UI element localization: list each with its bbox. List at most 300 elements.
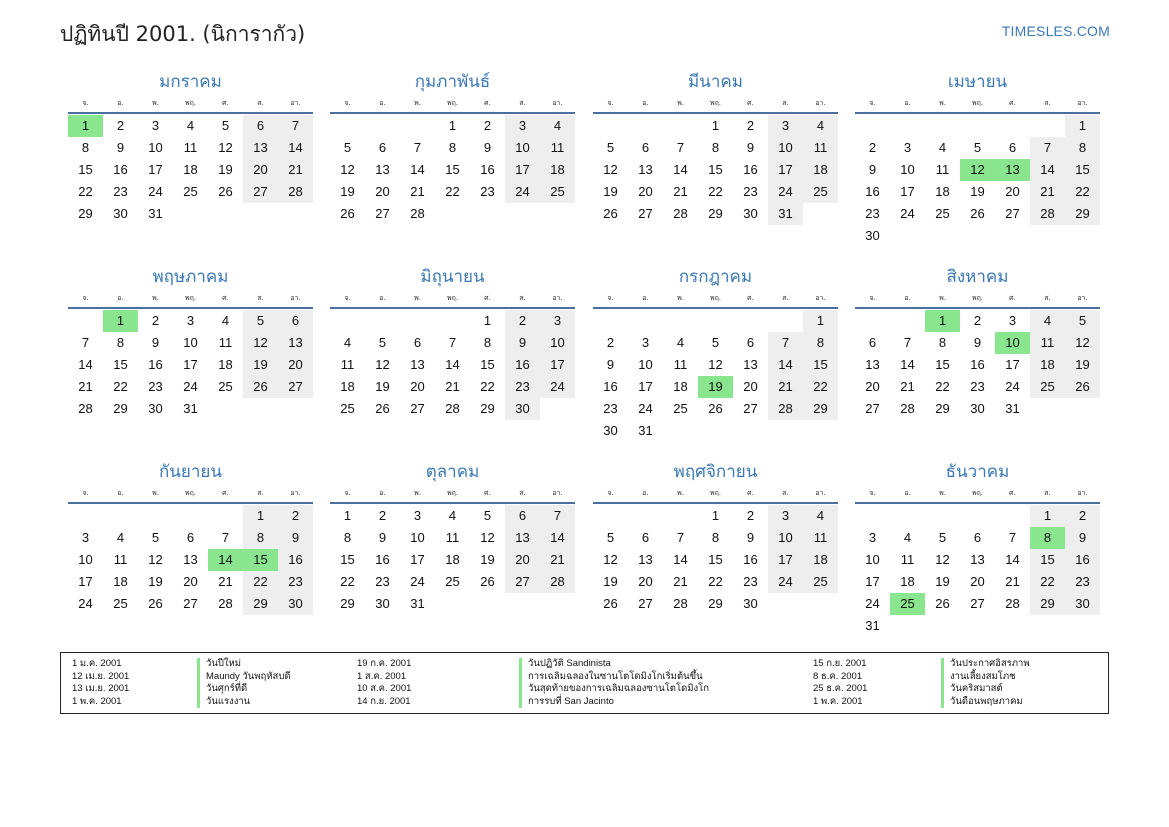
day-cell: 26 (1065, 376, 1100, 398)
weekday-label: อา. (815, 489, 826, 497)
weekday-label: ศ. (747, 489, 754, 497)
day-cell: 28 (1030, 203, 1065, 225)
day-cell: 2 (378, 508, 387, 523)
month-3 (593, 71, 838, 225)
empty-cell (855, 115, 890, 137)
day-cell: 6 (868, 335, 877, 350)
day-cell: 17 (865, 574, 880, 589)
holiday-name: Maundy วันพฤหัสบดี (197, 671, 291, 684)
day-cell: 20 (410, 379, 425, 394)
day-cell: 8 (116, 335, 125, 350)
month-name: สิงหาคม (946, 267, 1009, 287)
day-cell: 20 (243, 159, 278, 181)
day-cell: 27 (375, 206, 390, 221)
day-cell: 30 (148, 401, 163, 416)
weekday-label: พ. (414, 99, 421, 107)
weekday-label: ส. (519, 294, 526, 302)
day-cell: 24 (768, 181, 803, 203)
month-10 (330, 461, 575, 615)
day-cell: 14 (900, 357, 915, 372)
day-cell: 20 (638, 184, 653, 199)
weekday-label: จ. (607, 489, 614, 497)
day-cell: 20 (970, 574, 985, 589)
day-grid (68, 115, 313, 225)
day-cell: 6 (973, 530, 982, 545)
day-cell: 14 (410, 162, 425, 177)
holiday-date: 1 ม.ค. 2001 (72, 658, 122, 669)
month-divider (855, 112, 1100, 114)
day-cell: 25 (540, 181, 575, 203)
day-cell: 29 (1030, 593, 1065, 615)
day-cell: 26 (603, 596, 618, 611)
day-cell: 17 (505, 159, 540, 181)
weekday-label: ส. (1044, 294, 1051, 302)
day-cell: 18 (445, 552, 460, 567)
site-link[interactable]: TIMESLES.COM (1001, 23, 1110, 39)
day-cell: 16 (480, 162, 495, 177)
empty-cell (365, 115, 400, 137)
day-cell: 19 (375, 379, 390, 394)
day-cell: 5 (711, 335, 720, 350)
day-cell: 29 (1065, 203, 1100, 225)
day-cell: 8 (483, 335, 492, 350)
day-cell: 21 (78, 379, 93, 394)
day-cell: 23 (278, 571, 313, 593)
day-cell: 5 (483, 508, 492, 523)
weekday-label: ส. (257, 294, 264, 302)
day-cell: 5 (606, 140, 615, 155)
day-cell: 25 (673, 401, 688, 416)
day-grid (330, 505, 575, 615)
weekday-label: อ. (117, 294, 124, 302)
holiday-name: วันประกาศอิสรภาพ (941, 658, 1030, 671)
weekday-label: ส. (519, 99, 526, 107)
weekday-label: อ. (904, 489, 911, 497)
weekday-label: จ. (869, 294, 876, 302)
day-cell: 17 (540, 354, 575, 376)
weekday-label: จ. (607, 294, 614, 302)
day-cell: 21 (1030, 181, 1065, 203)
day-cell: 15 (480, 357, 495, 372)
day-cell: 18 (803, 159, 838, 181)
empty-cell (960, 505, 995, 527)
empty-cell (855, 310, 890, 332)
day-cell: 24 (900, 206, 915, 221)
day-cell: 3 (1008, 313, 1017, 328)
holiday-date: 15 ก.ย. 2001 (813, 658, 867, 669)
day-cell: 19 (340, 184, 355, 199)
day-cell: 30 (375, 596, 390, 611)
day-cell: 9 (505, 332, 540, 354)
day-cell: 18 (183, 162, 198, 177)
day-cell: 26 (480, 574, 495, 589)
day-cell: 2 (505, 310, 540, 332)
month-name: ธันวาคม (945, 462, 1010, 482)
day-cell: 4 (938, 140, 947, 155)
day-cell: 27 (243, 181, 278, 203)
day-cell: 31 (183, 401, 198, 416)
day-cell: 7 (81, 335, 90, 350)
empty-cell (855, 505, 890, 527)
weekday-label: จ. (82, 294, 89, 302)
empty-cell (890, 310, 925, 332)
day-cell: 8 (938, 335, 947, 350)
weekday-header (593, 96, 838, 110)
weekday-label: จ. (607, 99, 614, 107)
day-cell: 21 (1005, 574, 1020, 589)
day-cell: 10 (768, 137, 803, 159)
weekday-label: พฤ. (709, 489, 722, 497)
month-divider (68, 112, 313, 114)
day-cell: 28 (673, 206, 688, 221)
day-cell: 20 (743, 379, 758, 394)
weekday-header (855, 96, 1100, 110)
day-cell: 1 (1065, 115, 1100, 137)
day-cell: 4 (343, 335, 352, 350)
day-cell: 26 (243, 376, 278, 398)
holiday-day-cell: 19 (698, 376, 733, 398)
day-cell: 4 (186, 118, 195, 133)
empty-cell (1030, 115, 1065, 137)
day-cell: 15 (1030, 549, 1065, 571)
day-cell: 3 (505, 115, 540, 137)
day-cell: 21 (218, 574, 233, 589)
day-cell: 14 (445, 357, 460, 372)
day-cell: 24 (148, 184, 163, 199)
day-cell: 22 (935, 379, 950, 394)
day-cell: 3 (768, 505, 803, 527)
day-cell: 16 (148, 357, 163, 372)
month-name: กันยายน (158, 462, 222, 482)
day-cell: 28 (540, 571, 575, 593)
weekday-label: จ. (869, 489, 876, 497)
day-cell: 31 (148, 206, 163, 221)
empty-cell (593, 310, 628, 332)
weekday-label: อา. (290, 294, 301, 302)
day-cell: 27 (865, 401, 880, 416)
weekday-label: พฤ. (709, 294, 722, 302)
day-cell: 13 (505, 527, 540, 549)
day-cell: 7 (768, 332, 803, 354)
day-cell: 30 (603, 423, 618, 438)
day-cell: 7 (413, 140, 422, 155)
day-cell: 4 (803, 115, 838, 137)
day-cell: 28 (278, 181, 313, 203)
day-cell: 6 (1008, 140, 1017, 155)
day-cell: 3 (768, 115, 803, 137)
day-cell: 11 (803, 137, 838, 159)
day-cell: 29 (708, 596, 723, 611)
day-cell: 11 (900, 552, 915, 567)
day-cell: 3 (641, 335, 650, 350)
day-cell: 5 (1065, 310, 1100, 332)
holiday-day-cell: 13 (995, 159, 1030, 181)
day-cell: 6 (378, 140, 387, 155)
day-cell: 31 (638, 423, 653, 438)
month-divider (593, 502, 838, 504)
day-cell: 12 (375, 357, 390, 372)
day-cell: 10 (148, 140, 163, 155)
weekday-label: พ. (152, 489, 159, 497)
day-cell: 13 (410, 357, 425, 372)
day-cell: 18 (340, 379, 355, 394)
day-cell: 18 (673, 379, 688, 394)
day-cell: 23 (1065, 571, 1100, 593)
day-cell: 17 (78, 574, 93, 589)
day-grid (593, 115, 838, 225)
day-cell: 24 (78, 596, 93, 611)
day-cell: 9 (483, 140, 492, 155)
day-cell: 7 (221, 530, 230, 545)
empty-cell (628, 505, 663, 527)
day-cell: 1 (343, 508, 352, 523)
empty-cell (628, 310, 663, 332)
weekday-label: อา. (815, 294, 826, 302)
holiday-day-cell: 1 (103, 310, 138, 332)
month-5 (68, 266, 313, 420)
day-cell: 13 (970, 552, 985, 567)
day-cell: 26 (148, 596, 163, 611)
day-cell: 2 (973, 313, 982, 328)
weekday-label: ส. (782, 99, 789, 107)
day-cell: 3 (903, 140, 912, 155)
month-7 (593, 266, 838, 442)
holiday-name: วันคริสมาสต์ (941, 683, 1030, 696)
weekday-label: ศ. (484, 489, 491, 497)
holiday-date: 13 เม.ย. 2001 (72, 683, 130, 694)
month-divider (593, 112, 838, 114)
holiday-name: การเฉลิมฉลองในซานโตโดมิงโกเริ่มต้นขึ้น (519, 671, 709, 684)
holiday-day-cell: 12 (960, 159, 995, 181)
weekday-header (593, 291, 838, 305)
day-cell: 11 (113, 552, 128, 567)
weekday-label: พ. (414, 294, 421, 302)
day-cell: 23 (865, 206, 880, 221)
day-cell: 24 (638, 401, 653, 416)
holiday-name: วันดือนพฤษภาคม (941, 696, 1030, 709)
day-cell: 13 (243, 137, 278, 159)
holiday-name: การรบที่ San Jacinto (519, 696, 709, 709)
weekday-label: อ. (904, 294, 911, 302)
day-cell: 30 (505, 398, 540, 420)
day-cell: 1 (483, 313, 492, 328)
day-cell: 22 (708, 574, 723, 589)
weekday-label: ส. (782, 489, 789, 497)
day-cell: 18 (803, 549, 838, 571)
day-cell: 4 (903, 530, 912, 545)
weekday-label: พฤ. (971, 99, 984, 107)
holiday-name: งานเลี้ยงสมโภช (941, 671, 1030, 684)
day-cell: 30 (278, 593, 313, 615)
day-cell: 16 (278, 549, 313, 571)
empty-cell (138, 505, 173, 527)
day-cell: 22 (1030, 571, 1065, 593)
holiday-date: 12 เม.ย. 2001 (72, 670, 130, 682)
day-cell: 19 (480, 552, 495, 567)
day-cell: 4 (540, 115, 575, 137)
weekday-label: พ. (152, 99, 159, 107)
day-cell: 27 (183, 596, 198, 611)
day-cell: 30 (865, 228, 880, 243)
day-cell: 9 (151, 335, 160, 350)
day-cell: 5 (606, 530, 615, 545)
holiday-name: วันแรงงาน (197, 696, 291, 709)
weekday-header (330, 486, 575, 500)
weekday-label: จ. (869, 99, 876, 107)
empty-cell (68, 505, 103, 527)
day-cell: 10 (78, 552, 93, 567)
weekday-label: ศ. (484, 99, 491, 107)
empty-cell (890, 505, 925, 527)
empty-cell (400, 310, 435, 332)
day-cell: 12 (148, 552, 163, 567)
day-cell: 4 (116, 530, 125, 545)
holiday-day-cell: 1 (68, 115, 103, 137)
day-cell: 7 (676, 530, 685, 545)
day-cell: 25 (1030, 376, 1065, 398)
day-cell: 12 (603, 552, 618, 567)
day-cell: 25 (935, 206, 950, 221)
day-cell: 7 (676, 140, 685, 155)
day-cell: 16 (743, 162, 758, 177)
holiday-date: 14 ก.ย. 2001 (357, 695, 411, 707)
empty-cell (330, 310, 365, 332)
day-cell: 12 (218, 140, 233, 155)
day-cell: 7 (448, 335, 457, 350)
day-cell: 28 (78, 401, 93, 416)
empty-cell (768, 310, 803, 332)
day-cell: 10 (505, 137, 540, 159)
day-cell: 15 (708, 162, 723, 177)
day-cell: 28 (673, 596, 688, 611)
day-cell: 15 (78, 162, 93, 177)
day-cell: 14 (540, 527, 575, 549)
day-cell: 19 (603, 574, 618, 589)
day-cell: 29 (243, 593, 278, 615)
day-cell: 16 (970, 357, 985, 372)
weekday-label: อ. (379, 489, 386, 497)
day-cell: 5 (151, 530, 160, 545)
weekday-label: ส. (782, 294, 789, 302)
holiday-name: วันปฏิวัติ Sandinista (519, 658, 709, 671)
day-cell: 2 (868, 140, 877, 155)
holiday-day-cell: 10 (995, 332, 1030, 354)
day-cell: 27 (278, 376, 313, 398)
month-2 (330, 71, 575, 225)
day-cell: 22 (243, 571, 278, 593)
day-cell: 29 (708, 206, 723, 221)
empty-cell (663, 505, 698, 527)
day-cell: 24 (505, 181, 540, 203)
holiday-day-cell: 1 (925, 310, 960, 332)
day-cell: 31 (768, 203, 803, 225)
weekday-label: จ. (82, 489, 89, 497)
day-cell: 27 (1005, 206, 1020, 221)
weekday-label: ศ. (747, 294, 754, 302)
holiday-day-cell: 25 (890, 593, 925, 615)
weekday-label: อา. (552, 489, 563, 497)
weekday-label: อ. (642, 294, 649, 302)
month-divider (855, 307, 1100, 309)
day-grid (330, 115, 575, 225)
day-cell: 14 (768, 354, 803, 376)
day-cell: 18 (900, 574, 915, 589)
day-cell: 10 (900, 162, 915, 177)
month-name: มีนาคม (688, 72, 743, 92)
month-name: ตุลาคม (425, 462, 480, 482)
day-cell: 3 (81, 530, 90, 545)
holiday-date: 8 ธ.ค. 2001 (813, 670, 863, 682)
day-cell: 5 (221, 118, 230, 133)
day-cell: 3 (413, 508, 422, 523)
weekday-header (855, 291, 1100, 305)
day-cell: 7 (278, 115, 313, 137)
weekday-label: ศ. (222, 489, 229, 497)
day-cell: 30 (970, 401, 985, 416)
day-cell: 23 (743, 184, 758, 199)
day-cell: 23 (970, 379, 985, 394)
weekday-label: อา. (290, 99, 301, 107)
empty-cell (890, 115, 925, 137)
month-name: เมษายน (947, 72, 1008, 92)
day-cell: 29 (78, 206, 93, 221)
day-cell: 14 (673, 552, 688, 567)
day-cell: 10 (768, 527, 803, 549)
holiday-name: วันปีใหม่ (197, 658, 291, 671)
day-cell: 16 (505, 354, 540, 376)
weekday-label: พ. (939, 99, 946, 107)
day-grid (593, 310, 838, 442)
empty-cell (173, 505, 208, 527)
day-cell: 23 (505, 376, 540, 398)
day-cell: 19 (603, 184, 618, 199)
day-cell: 12 (708, 357, 723, 372)
day-cell: 8 (803, 332, 838, 354)
weekday-label: พ. (939, 294, 946, 302)
day-cell: 13 (375, 162, 390, 177)
day-cell: 28 (1005, 596, 1020, 611)
month-11 (593, 461, 838, 615)
day-cell: 22 (445, 184, 460, 199)
day-cell: 19 (935, 574, 950, 589)
empty-cell (593, 115, 628, 137)
day-cell: 21 (410, 184, 425, 199)
month-name: มิถุนายน (420, 267, 485, 287)
empty-cell (68, 310, 103, 332)
holiday-dates-column (357, 658, 411, 708)
day-cell: 14 (1030, 159, 1065, 181)
day-cell: 17 (638, 379, 653, 394)
month-divider (330, 307, 575, 309)
day-cell: 17 (768, 159, 803, 181)
weekday-label: อ. (117, 489, 124, 497)
day-cell: 1 (711, 118, 720, 133)
weekday-label: พฤ. (446, 99, 459, 107)
empty-cell (663, 115, 698, 137)
day-grid (855, 310, 1100, 420)
day-cell: 27 (410, 401, 425, 416)
day-cell: 1 (711, 508, 720, 523)
day-cell: 14 (278, 137, 313, 159)
month-8 (855, 266, 1100, 420)
day-cell: 2 (606, 335, 615, 350)
day-cell: 27 (970, 596, 985, 611)
holiday-date: 25 ธ.ค. 2001 (813, 683, 868, 694)
day-cell: 15 (803, 354, 838, 376)
day-cell: 30 (113, 206, 128, 221)
day-cell: 11 (935, 162, 950, 177)
day-cell: 10 (865, 552, 880, 567)
